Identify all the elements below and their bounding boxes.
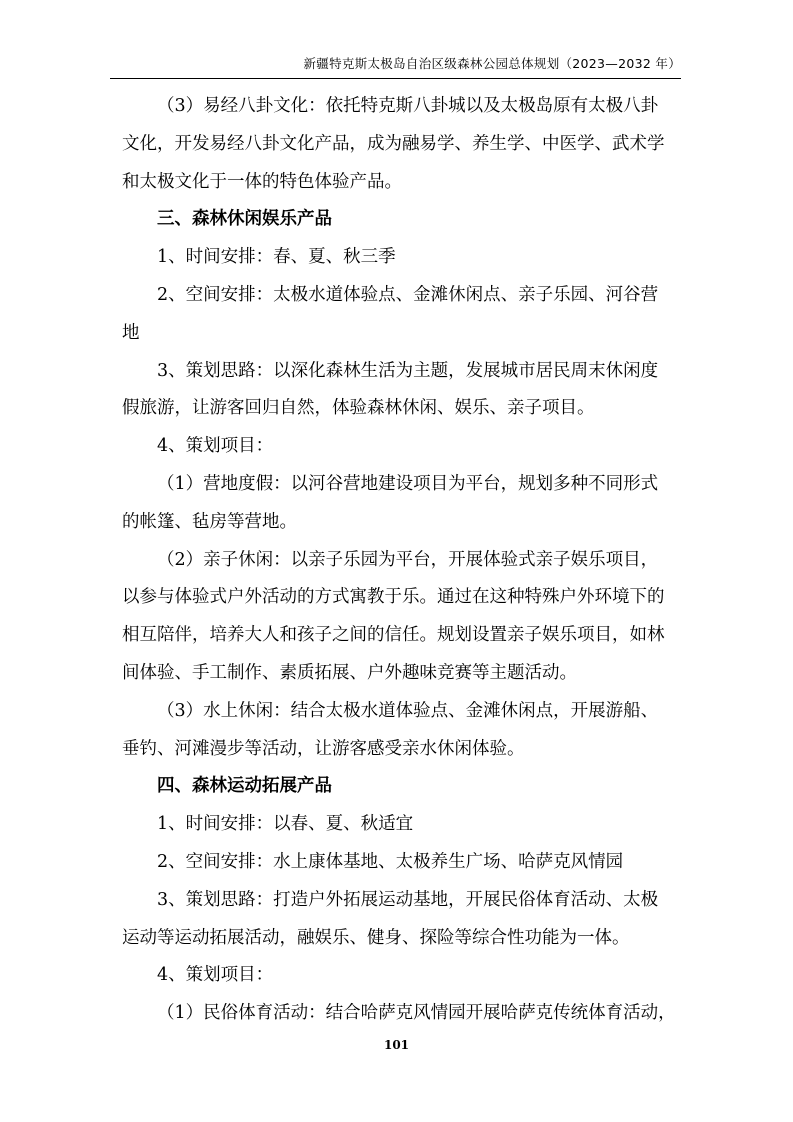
page-number: 101 (383, 1038, 410, 1052)
text-line: 2、空间安排：水上康体基地、太极养生广场、哈萨克风情园 (157, 851, 624, 872)
section-heading: 三、森林休闲娱乐产品 (157, 209, 332, 230)
text-line: 3、策划思路：打造户外拓展运动基地，开展民俗体育活动、太极 (157, 889, 659, 910)
text-line: （3）水上休闲：结合太极水道体验点、金滩休闲点，开展游船、 (157, 700, 659, 721)
body-text (122, 88, 697, 1033)
text-line: 和太极文化于一体的特色体验产品。 (122, 171, 402, 192)
text-line: 垂钓、河滩漫步等活动，让游客感受亲水休闲体验。 (122, 738, 525, 759)
text-line: 3、策划思路：以深化森林生活为主题，发展城市居民周末休闲度 (157, 360, 659, 381)
text-line: 间体验、手工制作、素质拓展、户外趣味竞赛等主题活动。 (122, 662, 577, 683)
text-line: 文化，开发易经八卦文化产品，成为融易学、养生学、中医学、武术学 (122, 133, 665, 154)
text-line: 运动等运动拓展活动，融娱乐、健身、探险等综合性功能为一体。 (122, 927, 630, 948)
text-line: 相互陪伴，培养大人和孩子之间的信任。规划设置亲子娱乐项目，如林 (122, 625, 665, 646)
text-line: （3）易经八卦文化：依托特克斯八卦城以及太极岛原有太极八卦 (157, 96, 659, 116)
text-line: 4、策划项目： (157, 965, 274, 986)
text-line: 的帐篷、毡房等营地。 (122, 511, 297, 532)
running-header: 新疆特克斯太极岛自治区级森林公园总体规划（2023—2032 年） (110, 54, 681, 79)
text-line: 2、空间安排：太极水道体验点、金滩休闲点、亲子乐园、河谷营 (157, 284, 659, 305)
text-line: 1、时间安排：春、夏、秋三季 (157, 247, 396, 268)
section-heading: 四、森林运动拓展产品 (157, 776, 332, 797)
text-line: 1、时间安排：以春、夏、秋适宜 (157, 814, 414, 835)
text-line: 4、策划项目： (157, 436, 274, 457)
text-line: （1）营地度假：以河谷营地建设项目为平台，规划多种不同形式 (157, 473, 659, 494)
text-line: （1）民俗体育活动：结合哈萨克风情园开展哈萨克传统体育活动， (157, 1003, 676, 1024)
text-line: 以参与体验式户外活动的方式寓教于乐。通过在这种特殊户外环境下的 (122, 587, 665, 608)
text-line: （2）亲子休闲：以亲子乐园为平台，开展体验式亲子娱乐项目， (157, 549, 659, 570)
text-line: 假旅游，让游客回归自然，体验森林休闲、娱乐、亲子项目。 (122, 398, 595, 419)
text-line: 地 (122, 322, 140, 343)
